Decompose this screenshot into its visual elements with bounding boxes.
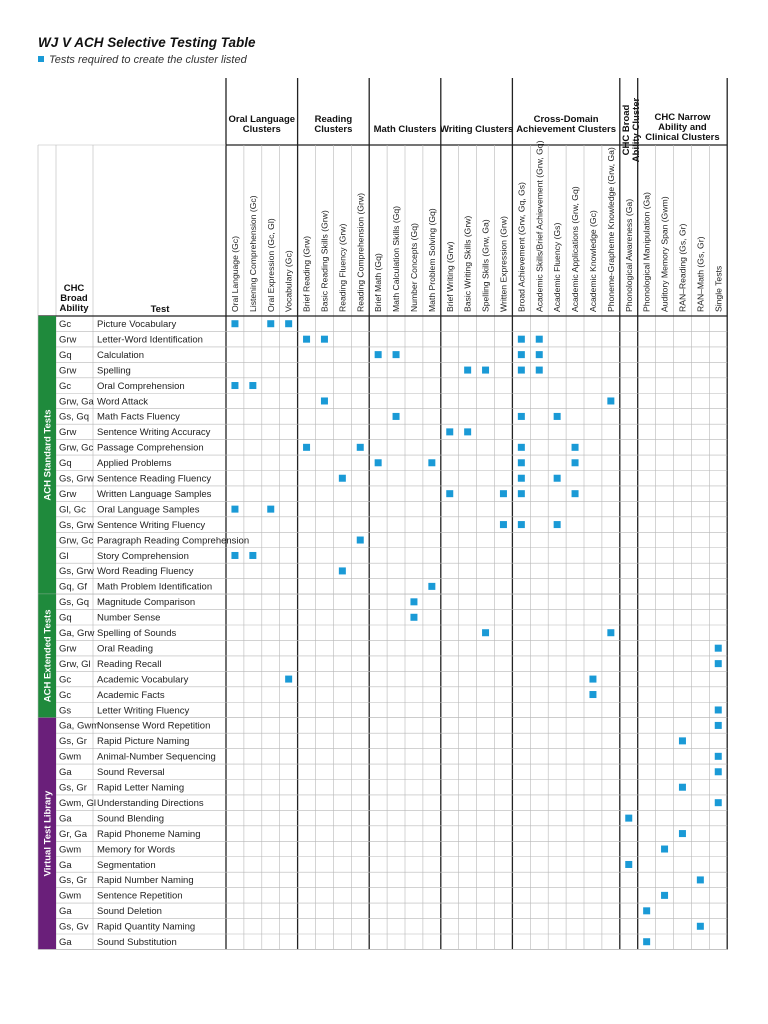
required-marker <box>518 413 525 420</box>
column-header: Oral Language (Gc) <box>229 236 240 312</box>
row-test: Academic Vocabulary <box>97 674 189 686</box>
required-marker <box>643 938 650 945</box>
required-marker <box>464 367 471 374</box>
required-marker <box>715 753 722 760</box>
row-test: Word Attack <box>97 396 149 408</box>
row-ability: Gc <box>59 380 72 392</box>
row-test: Sound Blending <box>97 813 165 825</box>
table-row <box>59 674 596 685</box>
row-ability: Gwm <box>59 890 82 902</box>
row-test: Letter-Word Identification <box>97 334 203 346</box>
table-row <box>59 628 614 639</box>
required-marker <box>428 459 435 466</box>
required-marker <box>643 907 650 914</box>
row-test: Segmentation <box>97 859 156 871</box>
table-row <box>59 813 632 824</box>
row-test: Passage Comprehension <box>97 442 204 454</box>
table-row <box>59 643 722 654</box>
row-test: Picture Vocabulary <box>97 319 177 330</box>
table-row <box>59 520 561 531</box>
column-header: Phoneme-Grapheme Knowledge (Grw, Ga) <box>605 147 616 312</box>
column-header: Listening Comprehension (Gc) <box>247 195 258 312</box>
row-ability: Gwm <box>59 751 82 763</box>
required-marker <box>572 459 579 466</box>
row-test: Word Reading Fluency <box>97 566 194 578</box>
row-ability: Grw <box>59 365 77 377</box>
column-header: Vocabulary (Gc) <box>283 250 294 312</box>
row-test: Sentence Writing Accuracy <box>97 427 211 439</box>
header-test: Test <box>150 304 170 315</box>
column-header: RAN–Math (Gs, Gr) <box>695 236 706 312</box>
row-ability: Gwm, Gl <box>59 797 96 809</box>
group-label: Clusters <box>242 124 281 135</box>
row-ability: Grw <box>59 334 77 346</box>
column-header: Auditory Memory Span (Gwm) <box>659 196 670 312</box>
group-label-chc-broad <box>621 98 642 163</box>
table-row <box>59 412 561 423</box>
required-marker <box>589 691 596 698</box>
row-test: Sound Deletion <box>97 906 162 918</box>
required-marker <box>661 846 668 853</box>
table-row <box>59 535 364 546</box>
required-marker <box>715 799 722 806</box>
row-ability: Gq <box>59 612 72 624</box>
required-marker <box>393 351 400 358</box>
header-chc-broad-ability: CHC <box>63 283 85 294</box>
column-header: Oral Expression (Gc, Gl) <box>265 218 276 312</box>
column-header: Single Tests <box>713 265 724 312</box>
group-label: Ability and <box>658 122 707 133</box>
required-marker <box>267 506 274 513</box>
row-ability: Ga <box>59 767 72 779</box>
required-marker <box>231 320 238 327</box>
required-marker <box>518 336 525 343</box>
required-marker <box>375 459 382 466</box>
required-marker <box>518 444 525 451</box>
row-ability: Gs, Gv <box>59 921 89 933</box>
column-header: Brief Reading (Grw) <box>301 236 312 312</box>
table-row <box>59 474 561 485</box>
section-label: ACH Standard Tests <box>42 409 54 501</box>
required-marker <box>446 428 453 435</box>
required-marker <box>536 351 543 358</box>
row-test: Rapid Quantity Naming <box>97 921 196 933</box>
row-test: Magnitude Comparison <box>97 597 196 609</box>
row-ability: Grw, Ga <box>59 396 94 408</box>
row-test: Written Language Samples <box>97 488 212 500</box>
required-marker <box>554 521 561 528</box>
page-title: WJ V ACH Selective Testing Table <box>38 35 256 50</box>
row-ability: Grw, Gc <box>59 442 94 454</box>
required-marker <box>231 506 238 513</box>
required-marker <box>536 367 543 374</box>
table-row <box>59 381 256 392</box>
row-ability: Gs <box>59 705 72 717</box>
column-header: Written Expression (Grw) <box>498 216 509 312</box>
row-test: Sound Substitution <box>97 937 177 948</box>
required-marker <box>715 645 722 652</box>
column-header: Broad Achievement (Grw, Gq, Gs) <box>516 182 527 312</box>
row-ability: Gs, Grw <box>59 566 94 578</box>
row-test: Calculation <box>97 349 144 361</box>
row-ability: Ga <box>59 906 72 918</box>
column-header: Reading Fluency (Grw) <box>337 223 348 312</box>
column-header: Number Concepts (Gq) <box>408 223 419 312</box>
row-test: Sentence Writing Fluency <box>97 519 206 531</box>
required-marker <box>249 382 256 389</box>
row-test: Rapid Letter Naming <box>97 782 185 794</box>
required-marker <box>518 351 525 358</box>
section-label: ACH Extended Tests <box>42 609 54 703</box>
table-row <box>59 736 686 747</box>
column-header: Academic Skills/Brief Achievement (Grw, Gq) <box>534 140 545 312</box>
table-row <box>59 829 686 840</box>
row-test: Rapid Number Naming <box>97 875 194 887</box>
required-marker <box>285 320 292 327</box>
row-ability: Gc <box>59 674 72 686</box>
required-marker <box>554 475 561 482</box>
table-row <box>59 783 686 794</box>
column-header: Reading Comprehension (Grw) <box>355 193 366 312</box>
row-ability: Gwm <box>59 844 82 856</box>
row-ability: Gr, Ga <box>59 828 87 840</box>
row-ability: Gs, Gr <box>59 875 87 887</box>
table-row <box>59 875 704 886</box>
row-ability: Ga <box>59 859 72 871</box>
row-ability: Ga, Gwm <box>59 720 100 732</box>
row-test: Sound Reversal <box>97 767 165 779</box>
table-row <box>59 319 292 330</box>
required-marker <box>661 892 668 899</box>
row-test: Math Problem Identification <box>97 581 213 593</box>
table-row <box>59 891 668 902</box>
row-test: Letter Writing Fluency <box>97 705 190 717</box>
required-marker <box>303 336 310 343</box>
group-label: Cross-Domain <box>533 114 599 125</box>
row-ability: Ga <box>59 937 72 948</box>
required-marker <box>375 351 382 358</box>
row-ability: Gl <box>59 550 69 562</box>
required-marker <box>249 552 256 559</box>
table-row <box>59 350 543 361</box>
required-marker <box>464 428 471 435</box>
required-marker <box>715 706 722 713</box>
legend-text: Tests required to create the cluster listed <box>49 54 247 66</box>
row-test: Nonsense Word Repetition <box>97 720 211 732</box>
group-label: Clinical Clusters <box>645 132 720 143</box>
required-marker <box>536 336 543 343</box>
table-row <box>59 922 704 933</box>
column-header: Phonological Awareness (Ga) <box>623 198 634 312</box>
row-test: Sentence Repetition <box>97 890 183 902</box>
required-marker <box>572 490 579 497</box>
required-marker <box>500 521 507 528</box>
required-marker <box>625 861 632 868</box>
column-header: Phonological Manipulation (Ga) <box>641 192 652 312</box>
table-row <box>59 427 471 438</box>
row-test: Spelling <box>97 365 131 377</box>
table-row <box>59 844 668 855</box>
row-ability: Ga, Grw <box>59 628 95 639</box>
required-marker <box>231 382 238 389</box>
row-test: Math Facts Fluency <box>97 411 180 423</box>
required-marker <box>715 722 722 729</box>
row-test: Oral Comprehension <box>97 380 185 392</box>
row-ability: Gs, Gr <box>59 736 87 748</box>
required-marker <box>339 475 346 482</box>
group-label: Math Clusters <box>373 124 437 135</box>
row-ability: Gs, Gq <box>59 597 90 609</box>
row-ability: Gs, Gr <box>59 782 87 794</box>
required-marker <box>357 537 364 544</box>
required-marker <box>482 367 489 374</box>
section-label: Virtual Test Library <box>42 790 54 877</box>
row-ability: Grw <box>59 488 77 500</box>
row-ability: Ga <box>59 813 72 825</box>
group-label: Writing Clusters <box>439 124 514 135</box>
table-row <box>59 443 579 454</box>
column-header: Math Problem Solving (Gq) <box>426 208 437 312</box>
required-marker <box>715 768 722 775</box>
row-test: Understanding Directions <box>97 797 204 809</box>
required-marker <box>500 490 507 497</box>
required-marker <box>679 784 686 791</box>
required-marker <box>285 676 292 683</box>
required-marker <box>339 567 346 574</box>
required-marker <box>697 923 704 930</box>
table-row <box>59 504 274 515</box>
table-row <box>59 752 722 763</box>
row-ability: Gc <box>59 689 72 701</box>
required-marker <box>518 367 525 374</box>
required-marker <box>679 737 686 744</box>
group-label: Clusters <box>314 124 353 135</box>
required-marker <box>267 320 274 327</box>
row-ability: Gs, Grw <box>59 473 94 485</box>
table-row <box>59 860 632 871</box>
row-ability: Gs, Gq <box>59 411 90 423</box>
table-row <box>59 551 256 562</box>
required-marker <box>482 629 489 636</box>
table-row <box>59 705 722 716</box>
required-marker <box>589 676 596 683</box>
table-row <box>59 721 722 732</box>
required-marker <box>697 876 704 883</box>
required-marker <box>518 459 525 466</box>
row-ability: Grw, Gc <box>59 535 94 547</box>
row-ability: Gl, Gc <box>59 504 86 516</box>
row-test: Reading Recall <box>97 658 162 670</box>
row-ability: Grw, Gl <box>59 658 91 670</box>
table-row <box>59 690 596 701</box>
required-marker <box>428 583 435 590</box>
required-marker <box>554 413 561 420</box>
required-marker <box>572 444 579 451</box>
required-marker <box>446 490 453 497</box>
required-marker <box>321 336 328 343</box>
column-header: Brief Writing (Grw) <box>444 241 455 312</box>
row-ability: Gc <box>59 319 72 330</box>
table-row <box>59 798 722 809</box>
required-marker <box>679 830 686 837</box>
column-header: Math Calculation Skills (Gq) <box>391 205 402 312</box>
table-row <box>59 597 417 608</box>
table-row <box>59 566 346 577</box>
column-header: RAN–Reading (Gs, Gr) <box>677 223 688 312</box>
column-header: Spelling Skills (Grw, Ga) <box>480 219 491 312</box>
required-marker <box>625 815 632 822</box>
required-marker <box>231 552 238 559</box>
required-marker <box>410 614 417 621</box>
table-row <box>59 396 614 407</box>
required-marker <box>321 397 328 404</box>
required-marker <box>518 475 525 482</box>
required-marker <box>607 397 614 404</box>
row-ability: Grw <box>59 427 77 439</box>
row-ability: Grw <box>59 643 77 655</box>
column-header: Brief Math (Gq) <box>373 253 384 312</box>
table-row <box>59 365 543 376</box>
required-marker <box>393 413 400 420</box>
table-row <box>59 659 722 670</box>
row-test: Number Sense <box>97 612 161 624</box>
table-row <box>59 906 650 917</box>
required-marker <box>607 629 614 636</box>
column-header: Academic Knowledge (Gc) <box>587 210 598 312</box>
table-row <box>59 937 650 948</box>
row-test: Rapid Phoneme Naming <box>97 828 201 840</box>
row-ability: Gq, Gf <box>59 581 87 593</box>
row-test: Paragraph Reading Comprehension <box>97 535 250 547</box>
header-chc-broad-ability: Broad <box>60 293 88 304</box>
row-test: Spelling of Sounds <box>97 628 177 639</box>
row-ability: Gs, Grw <box>59 519 94 531</box>
group-label: Achievement Clusters <box>516 124 616 135</box>
row-test: Sentence Reading Fluency <box>97 473 212 485</box>
group-label-line: CHC Broad <box>620 104 632 156</box>
group-label-line: Ability Cluster <box>630 97 642 163</box>
row-test: Applied Problems <box>97 458 172 470</box>
column-header: Academic Applications (Grw, Gq) <box>570 186 581 312</box>
row-test: Oral Reading <box>97 643 153 655</box>
column-header: Basic Reading Skills (Grw) <box>319 210 330 312</box>
column-header: Basic Writing Skills (Grw) <box>462 215 473 312</box>
table-row <box>59 334 543 345</box>
group-label: Reading <box>314 114 353 125</box>
required-marker <box>518 521 525 528</box>
required-marker <box>303 444 310 451</box>
required-marker <box>357 444 364 451</box>
row-ability: Gq <box>59 349 72 361</box>
group-label: CHC Narrow <box>654 112 711 123</box>
table-row <box>59 582 435 593</box>
group-label: Oral Language <box>228 114 296 125</box>
required-marker <box>410 598 417 605</box>
header-chc-broad-ability: Ability <box>59 303 89 314</box>
row-test: Story Comprehension <box>97 550 189 562</box>
required-marker <box>715 660 722 667</box>
row-test: Oral Language Samples <box>97 504 200 516</box>
table-row <box>59 489 579 500</box>
row-test: Academic Facts <box>97 689 165 701</box>
required-marker <box>518 490 525 497</box>
row-test: Animal-Number Sequencing <box>97 751 216 763</box>
row-test: Rapid Picture Naming <box>97 736 190 748</box>
column-header: Academic Fluency (Gs) <box>552 222 563 312</box>
row-test: Memory for Words <box>97 844 175 856</box>
table-row <box>59 767 722 778</box>
table-row <box>59 613 417 624</box>
table-row <box>59 458 579 469</box>
row-ability: Gq <box>59 458 72 470</box>
